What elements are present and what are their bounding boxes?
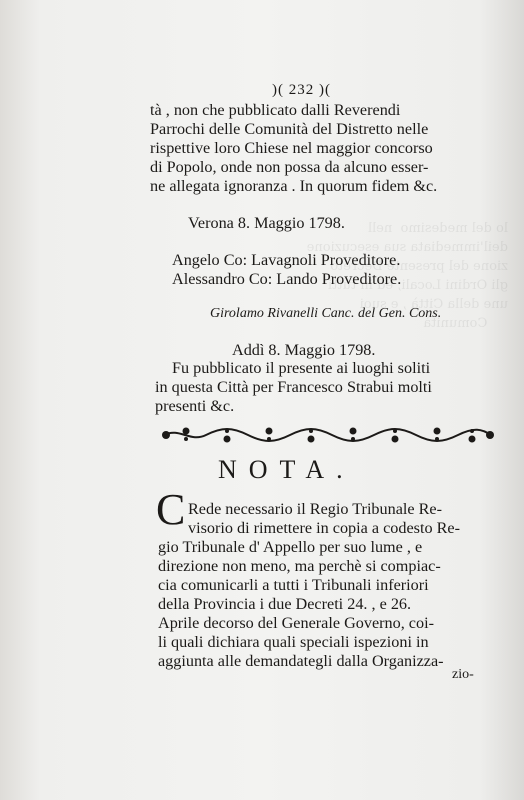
signatory: Angelo Co: Lavagnoli Proveditore. [172, 251, 401, 269]
note-line: direzione non meno, ma perchè si compiac- [158, 557, 441, 575]
publication-line: presenti &c. [155, 397, 235, 415]
note-line: li quali dichiara quali speciali ispezioni in [158, 633, 429, 651]
catchword: zio- [452, 667, 474, 682]
note-line: Aprile decorso del Generale Governo, coi- [158, 614, 434, 632]
publication-line: Fu pubblicato il presente ai luoghi soliti [172, 359, 431, 377]
date-line: Verona 8. Maggio 1798. [188, 214, 345, 232]
publication-date: Addì 8. Maggio 1798. [232, 341, 376, 359]
note-line: della Provincia i due Decreti 24. , e 26. [158, 595, 412, 613]
paragraph-line: ne allegata ignoranza . In quorum fidem &c. [150, 177, 438, 195]
signatory: Alessandro Co: Lando Proveditore. [172, 270, 402, 288]
note-dropcap: C [156, 485, 186, 534]
vine-flourish-ornament [160, 425, 495, 445]
page-number: )( 232 )( [272, 82, 331, 98]
paragraph-line: Parrochi delle Comunità del Distretto nelle [150, 120, 429, 138]
note-heading: NOTA. [218, 455, 355, 484]
paragraph-line: rispettive loro Chiese nel maggior concorso [150, 139, 433, 157]
chancellor-signature: Girolamo Rivanelli Canc. del Gen. Cons. [210, 306, 442, 321]
note-line: Rede necessario il Regio Tribunale Re- [188, 500, 443, 518]
show-through-text: lo del medesimo nell deil'immediata sua esecuzione zione del presente Decreto gli Ordini Locali, ed in tutti une della Città , e suoi Comunità [306, 221, 508, 331]
paragraph-line: di Popolo, onde non possa da alcuno esser- [150, 158, 429, 176]
note-line: cia comunicarli a tutti i Tribunali inferiori [158, 576, 429, 594]
note-line: aggiunta alle demandategli dalla Organizza- [158, 652, 444, 670]
paragraph-line: tà , non che pubblicato dalli Reverendi [150, 101, 401, 119]
note-line: visorio di rimettere in copia a codesto Re- [188, 519, 460, 537]
note-line: gio Tribunale d' Appello per suo lume , e [158, 538, 423, 556]
publication-line: in questa Città per Francesco Strabui molti [155, 378, 432, 396]
